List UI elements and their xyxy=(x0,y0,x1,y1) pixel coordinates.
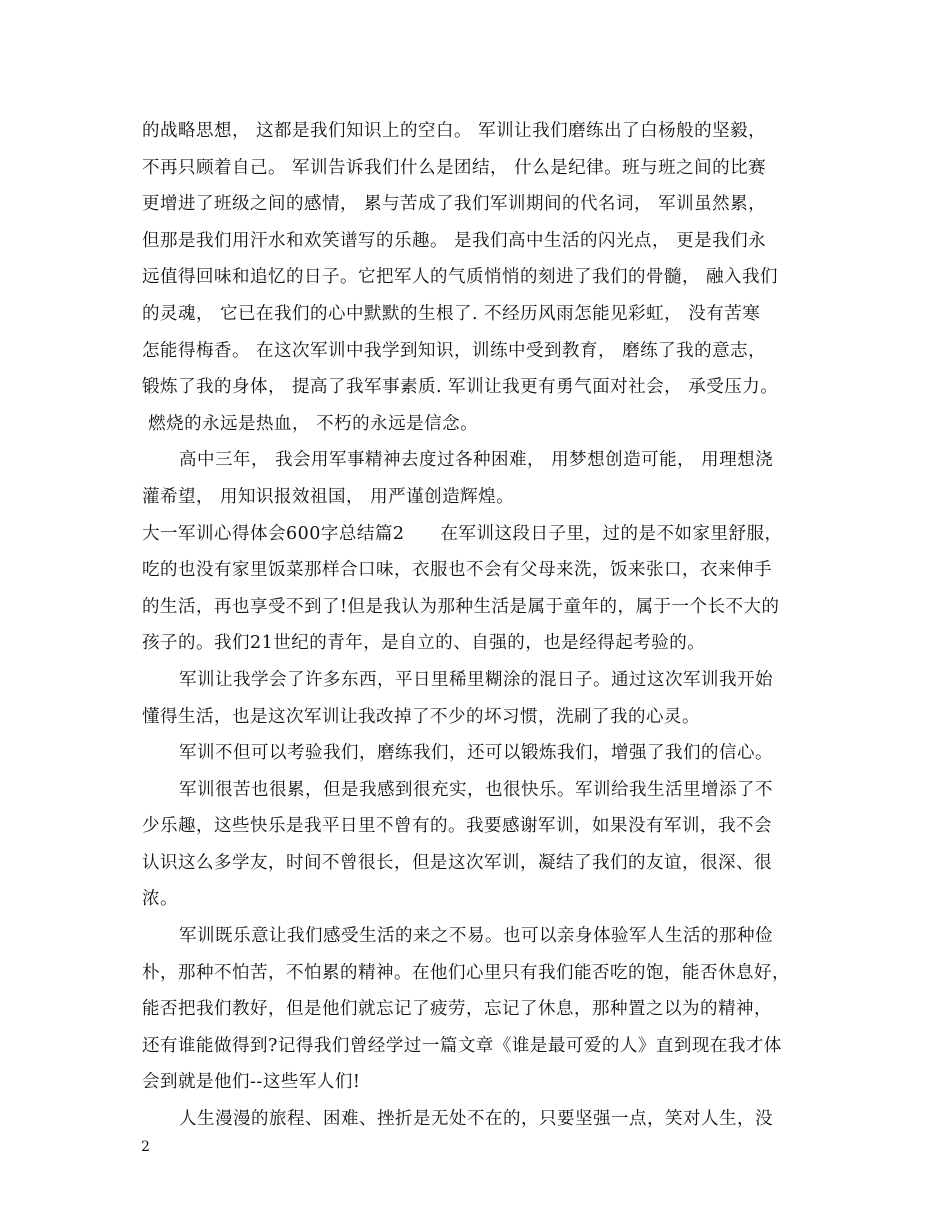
text-line: 军训不但可以考验我们，磨练我们，还可以锻炼我们，增强了我们的信心。 xyxy=(179,743,773,764)
text-line: 吃的也没有家里饭菜那样合口味，衣服也不会有父母来洗，饭来张口，衣来伸手 xyxy=(142,560,772,581)
text-line: 朴，那种不怕苦，不怕累的精神。在他们心里只有我们能否吃的饱，能否休息好， xyxy=(142,962,790,983)
text-line: 浓。 xyxy=(142,889,178,910)
text-line: 但那是我们用汗水和欢笑谱写的乐趣。 是我们高中生活的闪光点， 更是我们永 xyxy=(142,230,767,251)
text-line: 灌希望， 用知识报效祖国， 用严谨创造辉煌。 xyxy=(142,486,515,507)
text-line: 认识这么多学友，时间不曾很长，但是这次军训，凝结了我们的友谊，很深、很 xyxy=(142,852,772,873)
text-line: 更增进了班级之间的感情， 累与苦成了我们军训期间的代名词， 军训虽然累， xyxy=(142,194,767,215)
body-text xyxy=(142,113,822,1138)
section-heading-line: 大一军训心得体会600字总结篇2 在军训这段日子里，过的是不如家里舒服， xyxy=(142,523,783,544)
text-line: 怎能得梅香。 在这次军训中我学到知识，训练中受到教育， 磨练了我的意志， xyxy=(142,340,767,361)
text-line: 远值得回味和追忆的日子。它把军人的气质悄悄的刻进了我们的骨髓， 融入我们 xyxy=(142,267,779,288)
text-line: 还有谁能做得到?记得我们曾经学过一篇文章《谁是最可爱的人》直到现在我才体 xyxy=(142,1035,782,1056)
text-line: 孩子的。我们21世纪的青年，是自立的、自强的，也是经得起考验的。 xyxy=(142,633,706,654)
text-line: 军训很苦也很累，但是我感到很充实，也很快乐。军训给我生活里增添了不 xyxy=(179,779,773,800)
text-line: 燃烧的永远是热血， 不朽的永远是信念。 xyxy=(142,413,479,434)
text-line: 少乐趣，这些快乐是我平日里不曾有的。我要感谢军训，如果没有军训，我不会 xyxy=(142,816,772,837)
text-line: 的生活，再也享受不到了!但是我认为那种生活是属于童年的，属于一个长不大的 xyxy=(142,596,780,617)
text-line: 的灵魂， 它已在我们的心中默默的生根了. 不经历风雨怎能见彩虹， 没有苦寒 xyxy=(142,303,761,324)
text-line: 锻炼了我的身体， 提高了我军事素质. 军训让我更有勇气面对社会， 承受压力。 xyxy=(142,377,779,398)
text-line: 高中三年， 我会用军事精神去度过各种困难， 用梦想创造可能， 用理想浇 xyxy=(179,450,774,471)
text-line: 军训既乐意让我们感受生活的来之不易。也可以亲身体验军人生活的那种俭 xyxy=(179,926,773,947)
text-line: 军训让我学会了许多东西，平日里稀里糊涂的混日子。通过这次军训我开始 xyxy=(179,669,773,690)
text-line: 会到就是他们--这些军人们! xyxy=(142,1072,361,1093)
text-line: 不再只顾着自己。 军训告诉我们什么是团结， 什么是纪律。班与班之间的比赛 xyxy=(142,157,767,178)
text-line: 的战略思想， 这都是我们知识上的空白。 军训让我们磨练出了白杨般的坚毅， xyxy=(142,121,767,141)
text-line: 能否把我们教好，但是他们就忘记了疲劳，忘记了休息，那种置之以为的精神， xyxy=(142,999,772,1020)
text-line: 懂得生活，也是这次军训让我改掉了不少的坏习惯，洗刷了我的心灵。 xyxy=(142,706,700,727)
text-line: 人生漫漫的旅程、困难、挫折是无处不在的，只要坚强一点，笑对人生，没 xyxy=(179,1109,773,1130)
page-number: 2 xyxy=(141,1139,150,1155)
